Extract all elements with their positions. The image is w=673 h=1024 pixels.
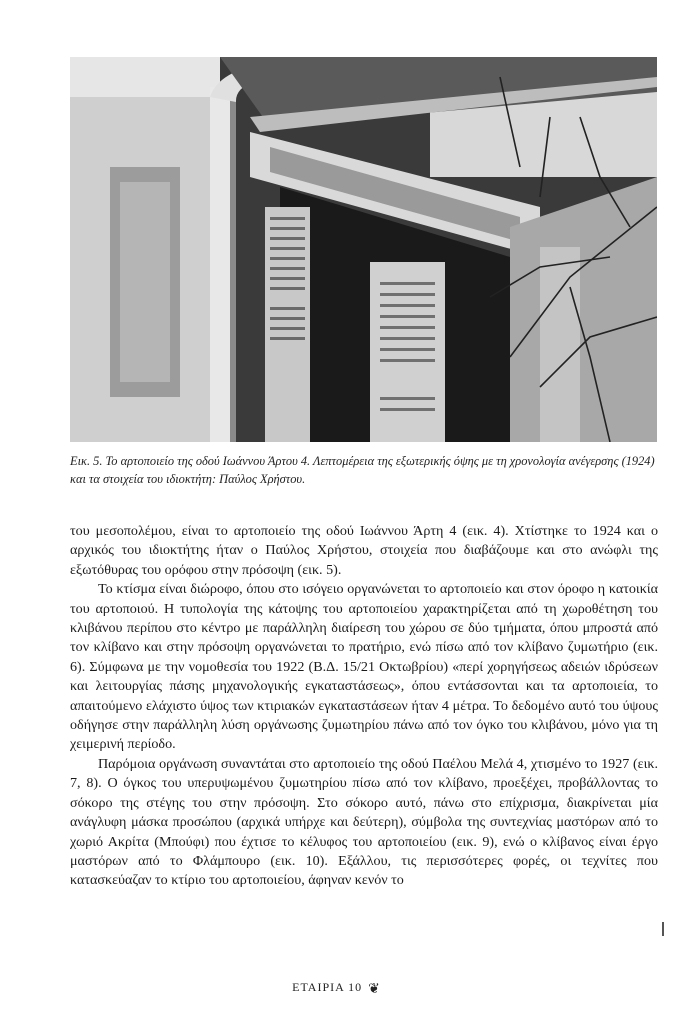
- figure-photo: [70, 57, 657, 442]
- paragraph: Παρόμοια οργάνωση συναντάται στο αρτοποιείο της οδού Παέλου Μελά 4, χτισμένο το 1927 (εικ. 7, 8). Ο όγκος του υπερυψωμένου ζυμωτηρίου πίσω από τον κλίβανο, προεξέχει, προβάλλοντας το σόκορο της στέγης του στην πρόσοψη. Στο σόκορο αυτό, πάνω στο επίχρισμα, διακρίνεται μία ανάγλυφη μάσκα προσώπου (αρχικά υπήρχε και δεύτερη), σύμβολα της συντεχνίας μαστόρων από το χωριό Ακρίτα (Μπούφι) που έχτισε το κέλυφος του αρτοποιείου (εικ. 9), ενώ ο κλίβανος είναι έργο μαστόρων από το Φλάμπουρο (εικ. 10). Εξάλλου, τις περισσότερες φορές, οι τεχνίτες που κατασκεύαζαν το κτίριο του αρτοποιείου, άφηναν κενόν το: [70, 755, 658, 889]
- scan-edge-mark: [662, 922, 667, 936]
- paragraph: Το κτίσμα είναι διώροφο, όπου στο ισόγειο οργανώνεται το αρτοποιείο και στον όροφο η κατοικία του αρτοποιού. Η τυπολογία της κάτοψης του αρτοποιείου χαρακτηρίζεται από τη χωροθέτηση του κλιβάνου περίπου στο κέντρο με παράλληλη διαίρεση του χώρου σε δύο τμήματα, όπου μπροστά από τον κλίβανο και στην πρόσοψη οργανώνεται το πρατήριο, ενώ πίσω από τον κλίβανο ζυμωτήριο (εικ. 6). Σύμφωνα με την νομοθεσία του 1922 (Β.Δ. 15/21 Οκτωβρίου) «περί χορηγήσεως αδειών ιδρύσεων και λειτουργίας πάσης μηχανολογικής εγκαταστάσεως», όπου εντάσσονται και τα αρτοποιεία, το απαιτούμενο ελάχιστο ύψος των κτιριακών εγκαταστάσεων ήταν 4 μέτρα. Το δεδομένο αυτό του ύψους οδήγησε στην παράλληλη λύση οργάνωσης ζυμωτηρίου πάνω από τον όγκο του κλιβάνου, μόνο για τη χειμερινή περίοδο.: [70, 581, 658, 753]
- page-footer: [0, 980, 673, 998]
- article-body: [70, 522, 658, 891]
- figure-caption: Εικ. 5. Το αρτοποιείο της οδού Ιωάννου Άρτου 4. Λεπτομέρεια της εξωτερικής όψης με τη χρονολογία ανέγερσης (1924) και τα στοιχεία του ιδιοκτήτη: Παύλος Χρήστου.: [70, 454, 655, 486]
- floral-ornament-icon: ❦: [368, 982, 381, 997]
- footer-label: ΕΤΑΙΡΙΑ 10: [292, 980, 363, 994]
- paragraph: του μεσοπολέμου, είναι το αρτοποιείο της οδού Ιωάννου Άρτη 4 (εικ. 4). Χτίστηκε το 1924 και ο αρχικός του ιδιοκτήτης ήταν ο Παύλος Χρήστου, στοιχεία που διαβάζουμε και στο ανώφλι της εξωτόθυρας του ορόφου στην πρόσοψη (εικ. 5).: [70, 523, 658, 578]
- building-facade-photo: [70, 57, 657, 442]
